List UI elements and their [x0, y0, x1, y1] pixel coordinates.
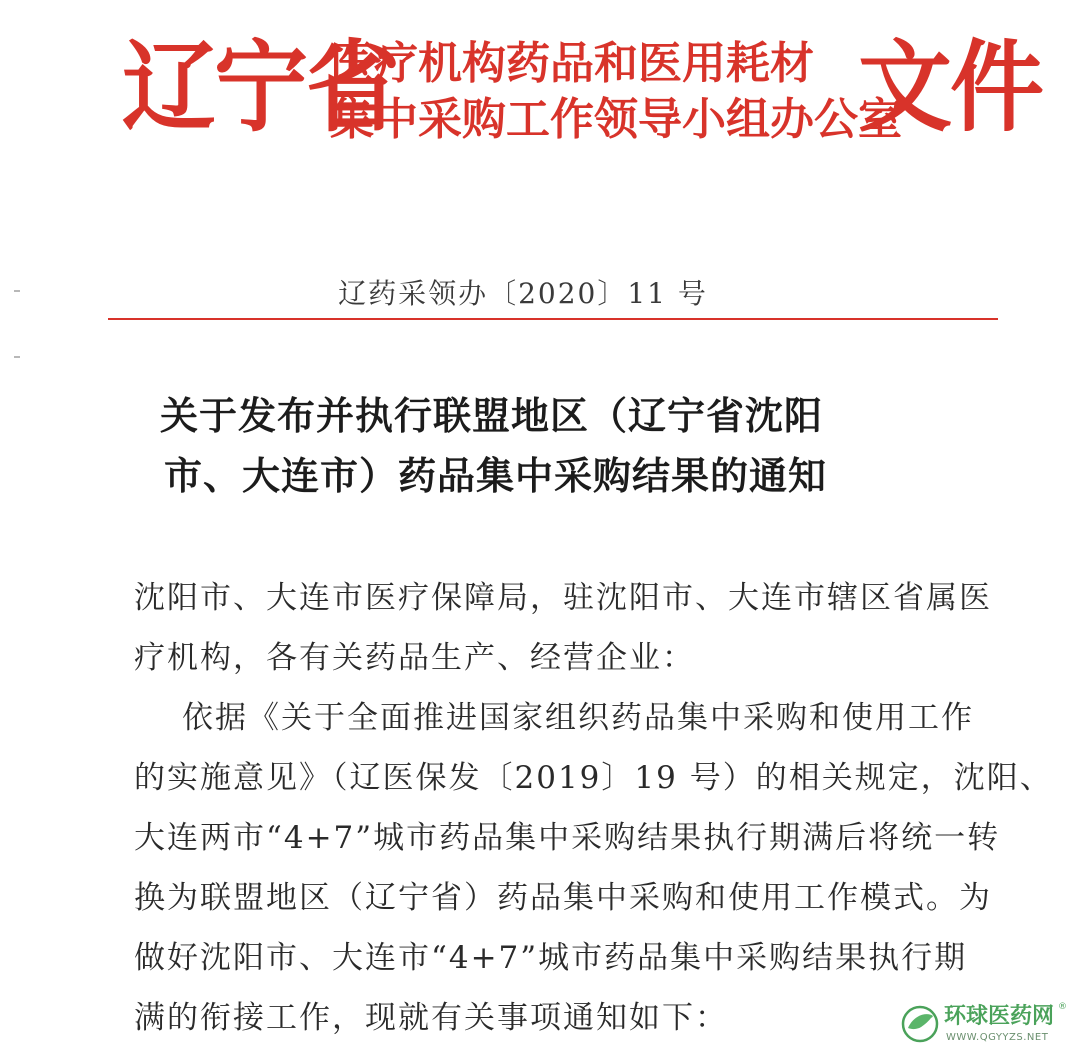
document-number: 辽药采领办〔2020〕11 号	[338, 277, 708, 310]
watermark-site-name: 环球医药网	[944, 1004, 1055, 1029]
masthead-document-label: 文件	[858, 30, 1043, 146]
site-watermark	[900, 1002, 1070, 1052]
body-line-6: 换为联盟地区（辽宁省）药品集中采购和使用工作模式。为	[134, 880, 992, 916]
title-line-2: 市、大连市）药品集中采购结果的通知	[164, 454, 828, 498]
body-line-4: 的实施意见》（辽医保发〔2019〕19 号）的相关规定，沈阳、	[134, 760, 1053, 796]
document-title	[160, 386, 940, 506]
masthead-office-line-1: 医疗机构药品和医用耗材	[330, 38, 814, 89]
watermark-registered-mark: ®	[1058, 1002, 1067, 1012]
body-line-8: 满的衔接工作，现就有关事项通知如下：	[134, 1000, 728, 1036]
masthead-province: 辽宁省	[122, 30, 399, 146]
body-line-7: 做好沈阳市、大连市“4+7”城市药品集中采购结果执行期	[134, 940, 968, 976]
red-divider-rule	[108, 318, 998, 320]
masthead-office-line-2: 集中采购工作领导小组办公室	[330, 94, 902, 145]
globe-leaf-icon	[900, 1004, 940, 1044]
body-line-2: 疗机构，各有关药品生产、经营企业：	[134, 640, 695, 676]
body-line-1: 沈阳市、大连市医疗保障局，驻沈阳市、大连市辖区省属医	[134, 580, 992, 616]
title-line-1: 关于发布并执行联盟地区（辽宁省沈阳	[160, 394, 824, 438]
masthead-office-name	[330, 36, 902, 148]
scan-speck	[14, 356, 20, 358]
document-masthead	[0, 0, 1080, 160]
body-line-3: 依据《关于全面推进国家组织药品集中采购和使用工作	[182, 700, 974, 736]
body-line-5: 大连两市“4+7”城市药品集中采购结果执行期满后将统一转	[134, 820, 1001, 856]
watermark-url: WWW.QGYYZS.NET	[946, 1032, 1049, 1043]
